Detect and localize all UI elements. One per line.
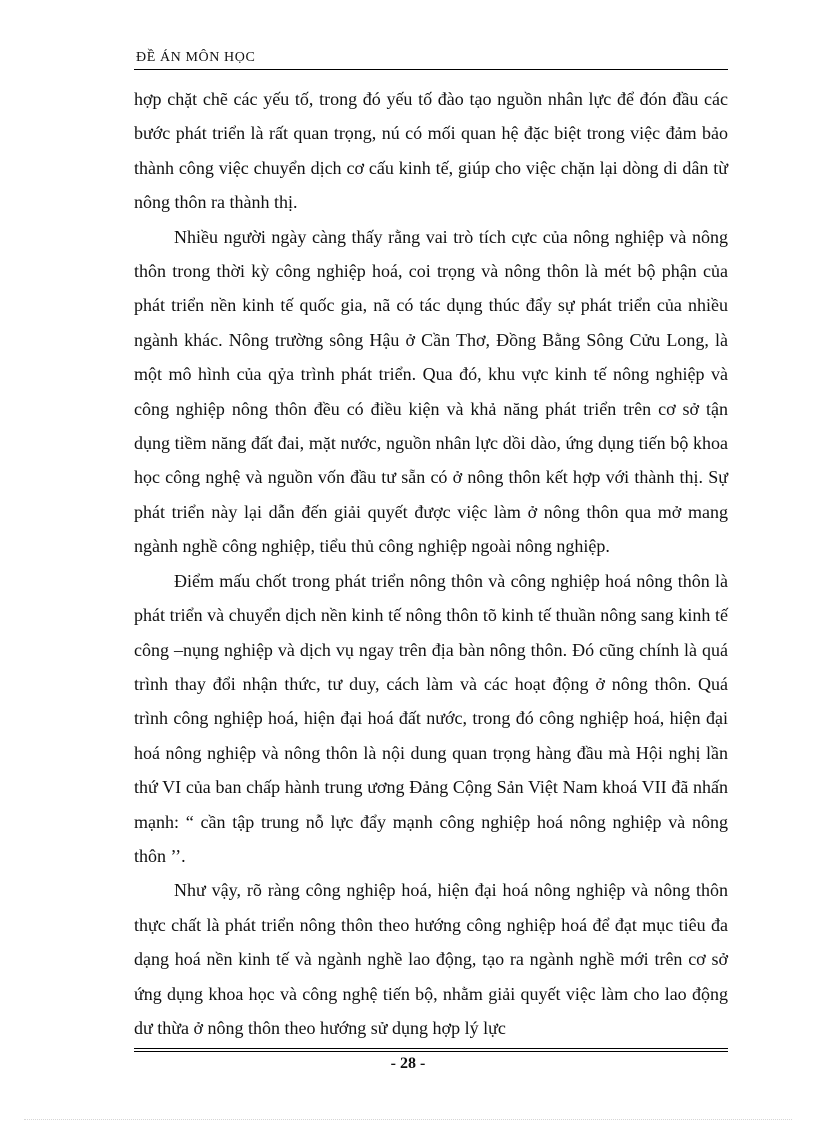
page-edge-divider bbox=[24, 1119, 792, 1120]
document-body bbox=[134, 82, 728, 1045]
footer-divider-top bbox=[134, 1048, 728, 1049]
paragraph: Như vậy, rõ ràng công nghiệp hoá, hiện đại hoá nông nghiệp và nông thôn thực chất là phát triển nông thôn theo hướng công nghiệp hoá để đạt mục tiêu đa dạng hoá nền kinh tế và ngành nghề lao động, tạo ra ngành nghề mới trên cơ sở ứng dụng khoa học và công nghệ tiến bộ, nhằm giải quyết việc làm cho lao động dư thừa ở nông thôn theo hướng sử dụng hợp lý lực bbox=[134, 880, 728, 1038]
paragraph: Nhiều người ngày càng thấy rằng vai trò tích cực của nông nghiệp và nông thôn trong thời kỳ công nghiệp hoá, coi trọng và nông thôn là mét bộ phận của phát triển nền kinh tế quốc gia, nã có tác dụng thúc đẩy sự phát triển của nhiều ngành khác. Nông trường sông Hậu ở Cần Thơ, Đồng Bằng Sông Cửu Long, là một mô hình của qỷa trình phát triển. Qua đó, khu vực kinh tế nông nghiệp và công nghiệp nông thôn đều có điều kiện và khả năng phát triển trên cơ sở tận dụng tiềm năng đất đai, mặt nước, nguồn nhân lực dồi dào, ứng dụng tiến bộ khoa học công nghệ và nguồn vốn đầu tư sẵn có ở nông thôn kết hợp với thành thị. Sự phát triển này lại dẫn đến giải quyết được việc làm ở nông thôn qua mở mang ngành nghề công nghiệp, tiểu thủ công nghiệp ngoài nông nghiệp. bbox=[134, 226, 728, 557]
paragraph-continued: hợp chặt chẽ các yếu tố, trong đó yếu tố đào tạo nguồn nhân lực để đón đầu các bước phát triển là rất quan trọng, nú có mối quan hệ đặc biệt trong việc đảm bảo thành công việc chuyển dịch cơ cấu kinh tế, giúp cho việc chặn lại dòng di dân từ nông thôn ra thành thị. bbox=[134, 89, 728, 213]
header-divider bbox=[134, 69, 728, 70]
footer-divider-bottom bbox=[134, 1051, 728, 1052]
paragraph: Điểm mấu chốt trong phát triển nông thôn và công nghiệp hoá nông thôn là phát triển và chuyển dịch nền kinh tế nông thôn tõ kinh tế thuần nông sang kinh tế công –nụng nghiệp và dịch vụ ngay trên địa bàn nông thôn. Đó cũng chính là quá trình thay đổi nhận thức, tư duy, cách làm và các hoạt động ở nông thôn. Quá trình công nghiệp hoá, hiện đại hoá đất nước, trong đó công nghiệp hoá, hiện đại hoá nông nghiệp và nông thôn là nội dung quan trọng hàng đầu mà Hội nghị lần thứ VI của ban chấp hành trung ương Đảng Cộng Sản Việt Nam khoá VII đã nhấn mạnh: “ cần tập trung nỗ lực đẩy mạnh công nghiệp hoá nông nghiệp và nông thôn ’’. bbox=[134, 570, 728, 866]
header-title: ĐỀ ÁN MÔN HỌC bbox=[136, 50, 256, 65]
page-number: - 28 - bbox=[390, 1055, 426, 1072]
